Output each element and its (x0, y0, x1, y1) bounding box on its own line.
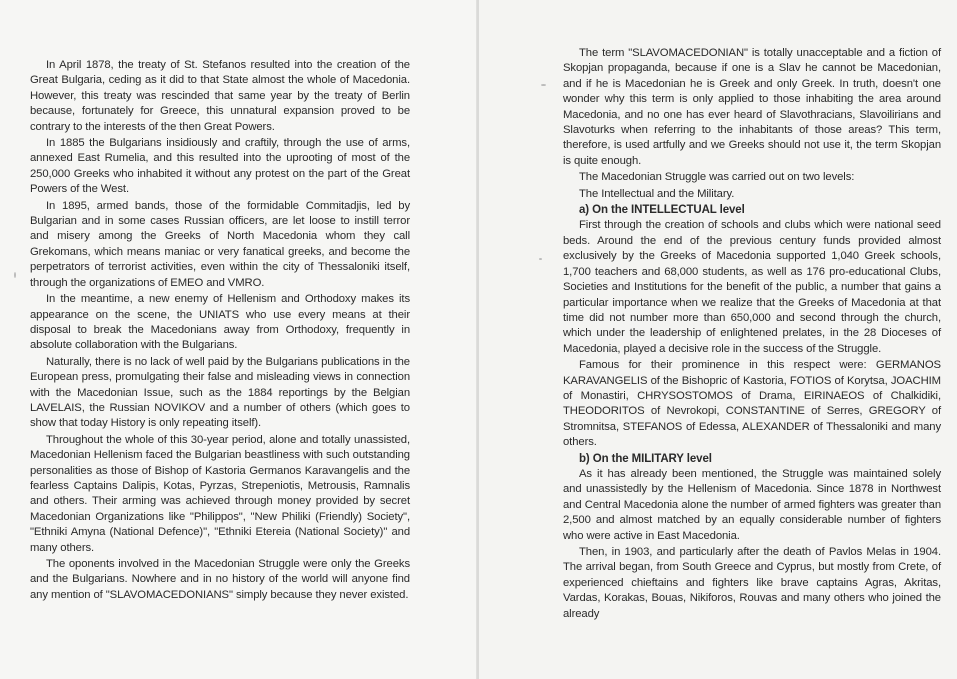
paragraph: In 1885 the Bulgarians insidiously and craftily, through the use of arms, annexed East Rumelia, and this resulted into the uprooting of most of the 250,000 Greeks who inhabited it without any protest on the part of the Great Powers of the West. (30, 137, 410, 196)
paragraph: The term "SLAVOMACEDONIAN" is totally unacceptable and a fiction of Skopjan propaganda, because if one is a Slav he cannot be Macedonian, and if he is Macedonian he is Greek and only Greek. In truth, doesn't one wonder why this term is only applied to those inhabiting the area around Macedonia, and no one has ever heard of Slavothracians, Slavoilirians and Slavoturks when referring to the inhabitants of those areas? This term, therefore, is used artfully and we Greeks should not use it, the term Skopjan is quite enough. (563, 47, 941, 167)
paragraph: The Intellectual and the Military. (579, 187, 735, 200)
paragraph: As it has already been mentioned, the Struggle was maintained solely and unassistedly by the Hellenism of Macedonia. Since 1878 in Northwest and Central Macedonia alone the number of armed fighters was greater than 2,500 and almost matched by an equally considerable number of fighters who were active in East Macedonia. (563, 467, 941, 542)
paragraph: Famous for their prominence in this respect were: GERMANOS KARAVANGELIS of the Bishopric of Kastoria, FOTIOS of Korytsa, JOACHIM of Monastiri, CHRYSOSTOMOS of Drama, EIRINAEOS of Chalkidiki, THEODORITOS of Nevrokopi, CONSTANTINE of Serres, GREGORY of Stromnitsa, STEFANOS of Edessa, ALEXANDER of Thessaloniki and many others. (563, 359, 941, 449)
section-heading-military: b) On the MILITARY level (579, 452, 712, 465)
section-heading-intellectual: a) On the INTELLECTUAL level (579, 204, 745, 217)
paragraph: Then, in 1903, and particularly after the death of Pavlos Melas in 1904. The arrival began, from South Greece and Cyprus, but mostly from Crete, of experienced chieftains and fighters like brave captains Agras, Akritas, Vardas, Korakas, Bouas, Nikiforos, Rouvas and many others who joined the already (563, 546, 941, 620)
scan-speck (14, 272, 16, 278)
right-page (479, 0, 957, 679)
paragraph: In 1895, armed bands, those of the formidable Commitadjis, led by Bulgarian and in some cases Russian officers, are let loose to instill terror and misery among the Greeks of North Macedonia whom they call Grekomans, which means maniac or very fanatical greeks, and become the perpetrators of terrorist activities, even within the city of Thessaloniki itself, through the organizations of EMEO and VMRO. (30, 199, 410, 289)
scan-speck (541, 84, 546, 86)
paragraph: First through the creation of schools and clubs which were national seed beds. Around the end of the previous century funds provided almost exclusively by the Greeks of Macedonia supported 1,040 Greek schools, 1,700 teachers and 68,000 students, as well as 176 pro-educational Clubs, Societies and Institutions for the benefit of the public, a number that gains a particular importance when we realize that the Greeks of Macedonia at that time did not number more than 650,000 and second through the church, which under the leadership of enlightened prelates, in the 28 Dioceses of Macedonia, played a decisive role in the success of the Struggle. (563, 219, 941, 355)
right-text-column (563, 46, 941, 623)
paragraph: The Macedonian Struggle was carried out on two levels: (579, 171, 855, 184)
left-page (0, 0, 478, 679)
paragraph: Naturally, there is no lack of well paid by the Bulgarians publications in the European press, promulgating their false and misleading views in connection with the Macedonian Issue, such as the 1884 reportings by the Belgian LAVELAIS, the Russian NOVIKOV and a number of others (which goes to show that today History is only repeating itself). (30, 355, 410, 430)
paragraph: In April 1878, the treaty of St. Stefanos resulted into the creation of the Great Bulgaria, ceding as it did to that State almost the whole of Macedonia. However, this treaty was rescinded that same year by the treaty of Berlin because, fortunately for Greece, this unnatural expansion proved to be contrary to the interests of the then Great Powers. (30, 59, 410, 133)
paragraph: The oponents involved in the Macedonian Struggle were only the Greeks and the Bulgarians. Nowhere and in no history of the world will anyone find any mention of "SLAVOMACEDONIANS" simply because they never existed. (30, 558, 410, 601)
left-text-column (30, 58, 410, 604)
paragraph: In the meantime, a new enemy of Hellenism and Orthodoxy makes its appearance on the scene, the UNIATS who use every means at their disposal to break the Macedonians away from Orthodoxy, frequently in absolute collaboration with the Bulgarians. (30, 293, 410, 352)
scan-speck (539, 258, 542, 260)
paragraph: Throughout the whole of this 30-year period, alone and totally unassisted, Macedonian Hellenism faced the Bulgarian beastliness with such outstanding personalities as those of Bishop of Kastoria Germanos Karavangelis and the fearless Captains Dalipis, Kotas, Pyrzas, Strepeniotis, Metrousis, Ramnalis and others. Their arming was achieved through money provided by secret Macedonian Organizations like "Philippos", "New Philiki (Friendly) Society", "Ethniki Amyna (National Defence)", "Ethniki Etereia (National Society)" and many others. (30, 433, 410, 554)
